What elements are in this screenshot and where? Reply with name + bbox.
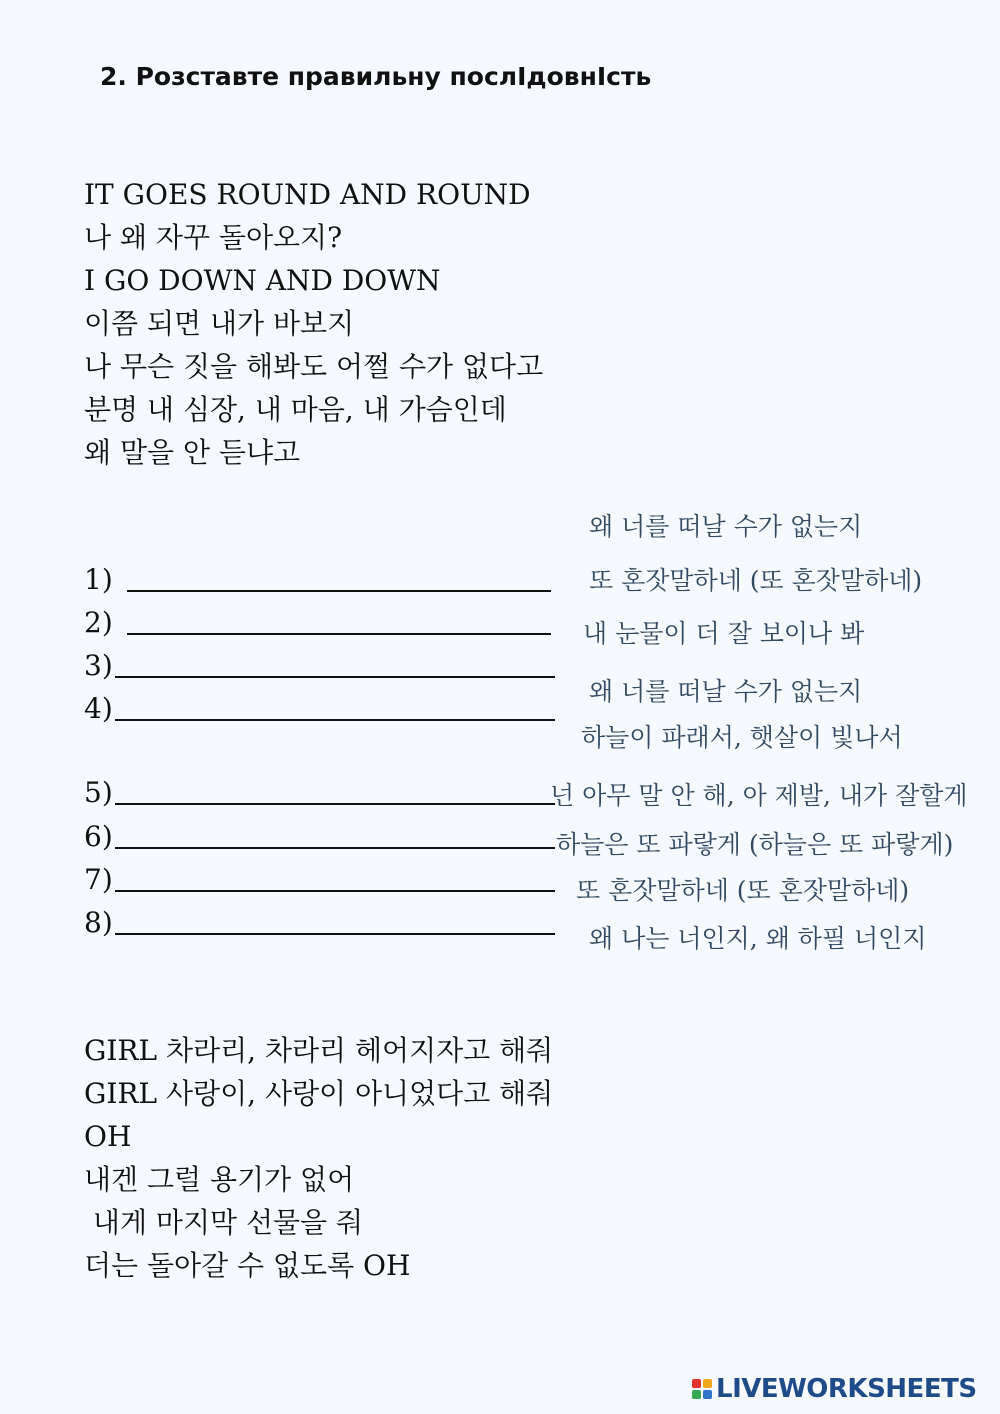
- liveworksheets-logo: [692, 1374, 977, 1404]
- lyric-line: GIRL 사랑이, 사랑이 아니었다고 해줘: [84, 1077, 554, 1110]
- answer-blank-2[interactable]: [127, 633, 551, 635]
- answer-row-6: [84, 817, 555, 857]
- blank-number: 3): [84, 649, 113, 682]
- lyric-line: 분명 내 심장, 내 마음, 내 가슴인데: [84, 393, 507, 426]
- logo-square-blue: [703, 1390, 712, 1399]
- blank-number: 8): [84, 906, 113, 939]
- blank-number: 7): [84, 863, 113, 896]
- lyric-line: 내겐 그럴 용기가 없어: [84, 1163, 355, 1196]
- top-lyrics: [84, 173, 543, 474]
- lyric-line: 더는 돌아갈 수 없도록 OH: [84, 1249, 411, 1282]
- answer-row-8: [84, 903, 555, 943]
- answer-option[interactable]: 내 눈물이 더 잘 보이나 봐: [583, 619, 865, 648]
- lyric-line: 나 무슨 짓을 해봐도 어쩔 수가 없다고: [84, 350, 544, 383]
- answer-option[interactable]: 또 혼잣말하네 (또 혼잣말하네): [589, 566, 923, 595]
- answer-option[interactable]: 또 혼잣말하네 (또 혼잣말하네): [576, 876, 910, 905]
- answer-row-2: [84, 603, 551, 643]
- answer-blank-4[interactable]: [115, 719, 555, 721]
- answer-option[interactable]: 넌 아무 말 안 해, 아 제발, 내가 잘할게: [550, 781, 968, 810]
- lyric-line: GIRL 차라리, 차라리 헤어지자고 해줘: [84, 1034, 554, 1067]
- logo-square-red: [692, 1379, 701, 1388]
- liveworksheets-logo-icon: [692, 1379, 712, 1399]
- answer-option[interactable]: 왜 너를 떠날 수가 없는지: [589, 677, 863, 706]
- answer-row-1: [84, 560, 551, 600]
- answer-row-3: [84, 646, 555, 686]
- answer-row-7: [84, 860, 555, 900]
- answer-row-5: [84, 773, 555, 813]
- logo-text: LIVEWORKSHEETS: [716, 1374, 977, 1404]
- lyric-line: 내게 마지막 선물을 줘: [84, 1206, 364, 1239]
- blank-number: 2): [84, 606, 113, 639]
- lyric-line: IT GOES ROUND AND ROUND: [84, 178, 531, 211]
- answer-option[interactable]: 하늘이 파래서, 햇살이 빛나서: [581, 723, 903, 752]
- blank-number: 1): [84, 563, 113, 596]
- answer-blank-7[interactable]: [115, 890, 555, 892]
- lyric-line: 나 왜 자꾸 돌아오지?: [84, 221, 343, 254]
- blank-number: 6): [84, 820, 113, 853]
- blank-number: 4): [84, 692, 113, 725]
- lyric-line: I GO DOWN AND DOWN: [84, 264, 441, 297]
- answer-blank-8[interactable]: [115, 933, 555, 935]
- lyric-line: OH: [84, 1120, 132, 1153]
- worksheet-title: 2. Розставте правильну послІдовнІсть: [100, 62, 652, 91]
- answer-blank-1[interactable]: [127, 590, 551, 592]
- logo-square-yellow: [703, 1379, 712, 1388]
- answer-option[interactable]: 왜 나는 너인지, 왜 하필 너인지: [589, 924, 927, 953]
- answer-row-4: [84, 689, 555, 729]
- answer-blank-3[interactable]: [115, 676, 555, 678]
- logo-square-green: [692, 1390, 701, 1399]
- answer-blank-6[interactable]: [115, 847, 555, 849]
- answer-option[interactable]: 하늘은 또 파랗게 (하늘은 또 파랗게): [556, 830, 954, 859]
- bottom-lyrics: [84, 1029, 553, 1287]
- lyric-line: 이쯤 되면 내가 바보지: [84, 307, 355, 340]
- answer-blank-5[interactable]: [115, 803, 555, 805]
- lyric-line: 왜 말을 안 듣냐고: [84, 436, 301, 469]
- blank-number: 5): [84, 776, 113, 809]
- answer-option[interactable]: 왜 너를 떠날 수가 없는지: [589, 512, 863, 541]
